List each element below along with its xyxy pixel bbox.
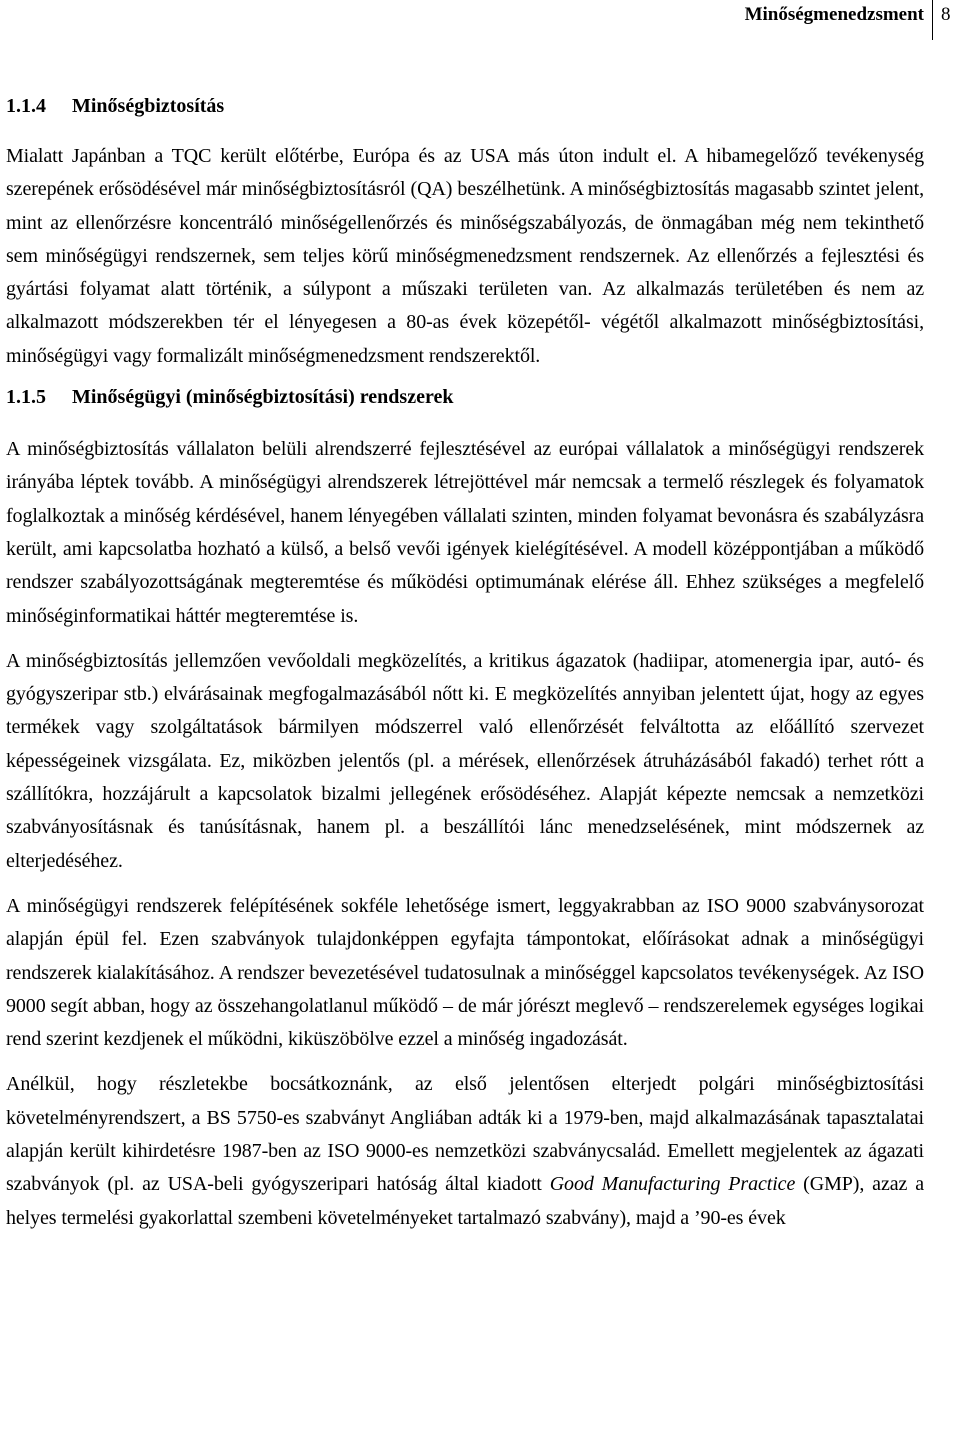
page-content [6, 88, 924, 1235]
running-header [0, 0, 960, 42]
section-heading-1-1-4 [6, 88, 924, 124]
section-heading-1-1-5 [6, 379, 924, 415]
header-divider [932, 0, 933, 40]
paragraph: A minőségbiztosítás jellemzően vevőoldali megközelítés, a kritikus ágazatok (hadiipar, atomenergia ipar, autó- és gyógyszeripar stb.) elvárásainak megfogalmazásából nőtt ki. E megközelítés annyiban jelentett újat, hogy az egyes termékek vagy szolgáltatások bármilyen módszerrel való ellenőrzését felváltotta az előállító szervezet képességeinek vizsgálata. Ez, miközben jelentős (pl. a mérések, ellenőrzések átruházásából fakadó) terhet rótt a szállítókra, hozzájárult a kapcsolatok bizalmi jellegének erősödéséhez. Alapját képezte nemcsak a nemzetközi szabványosításnak és tanúsításnak, hanem pl. a beszállítói lánc menedzselésének, mint módszernek az elterjedéséhez. [6, 649, 924, 872]
section-title: Minőségbiztosítás [72, 95, 225, 117]
paragraph: Mialatt Japánban a TQC került előtérbe, Európa és az USA más úton indult el. A hibamegelőző tevékenység szerepének erősödésével már minőségbiztosításról (QA) beszélhetünk. A minőségbiztosítás magasabb szintet jelent, mint az ellenőrzésre koncentráló minőségellenőrzés és minőségszabályozás, de önmagában még nem tekinthető sem minőségügyi rendszernek, sem teljes körű minőségmenedzsment rendszernek. Az ellenőrzés a fejlesztési és gyártási folyamat alatt történik, a súlypont a műszaki területen van. Az alkalmazás területében és nem az alkalmazott módszerekben tér el lényegesen a 80-as évek közepétől- végétől alkalmazott minőségbiztosítási, minőségügyi vagy formalizált minőségmenedzsment rendszerektől. [6, 145, 924, 367]
header-title: Minőségmenedzsment [744, 4, 924, 25]
page-number: 8 [941, 4, 951, 25]
section-number: 1.1.5 [6, 386, 46, 409]
paragraph-text: Anélkül, hogy részletekbe bocsátkoznánk, az első jelentősen elterjedt polgári minőségbiztosítási követelményrendszert, a BS 5750-es szabványt Angliában adták ki a 1979-ben, majd alkalmazásának tapasztalatai alapján került kihirdetésre 1987-ben az ISO 9000-es nemzetközi szabványcsalád. Emellett megjelentek az ágazati szabványok (pl. az USA-beli gyógyszeripari hatóság által kiadott [6, 1073, 924, 1196]
paragraph [6, 1068, 924, 1234]
section-title: Minőségügyi (minőségbiztosítási) rendszerek [72, 386, 454, 409]
italic-term: Good Manufacturing Practice [549, 1173, 796, 1196]
paragraph: A minőségügyi rendszerek felépítésének sokféle lehetősége ismert, leggyakrabban az ISO 9000 szabványsorozat alapján épül fel. Ezen szabványok tulajdonképpen egyfajta támpontokat, előírásokat adnak a minőségügyi rendszerek kialakításához. A rendszer bevezetésével tudatosulnak a minőséggel kapcsolatos tevékenységek. Az ISO 9000 segít abban, hogy az összehangolatlanul működő – de már jórészt meglevő – rendszerelemek egységes logikai rend szerint kezdjenek el működni, kiküszöbölve ezzel a minőség ingadozását. [6, 894, 924, 1051]
paragraph-text: (GMP), azaz a helyes termelési gyakorlattal szembeni követelményeket tartalmazó szabvány), majd a ’90-es évek [6, 1173, 924, 1229]
paragraph: A minőségbiztosítás vállalaton belüli alrendszerré fejlesztésével az európai vállalatok a minőségügyi rendszerek irányába léptek tovább. A minőségügyi alrendszerek létrejöttével már nemcsak a termelő részlegek és folyamatok foglalkoztak a minőség kérdésével, hanem lényegében vállalati szinten, minden folyamat bevonásra és szabályzásra került, ami kapcsolatba hozható a külső, a belső vevői igények kielégítésével. A modell középpontjában a működő rendszer szabályozottságának megteremtése és működési optimumának elérése áll. Ehhez szükséges a megfelelő minőséginformatikai háttér megteremtése is. [6, 438, 924, 627]
section-number: 1.1.4 [6, 95, 46, 117]
